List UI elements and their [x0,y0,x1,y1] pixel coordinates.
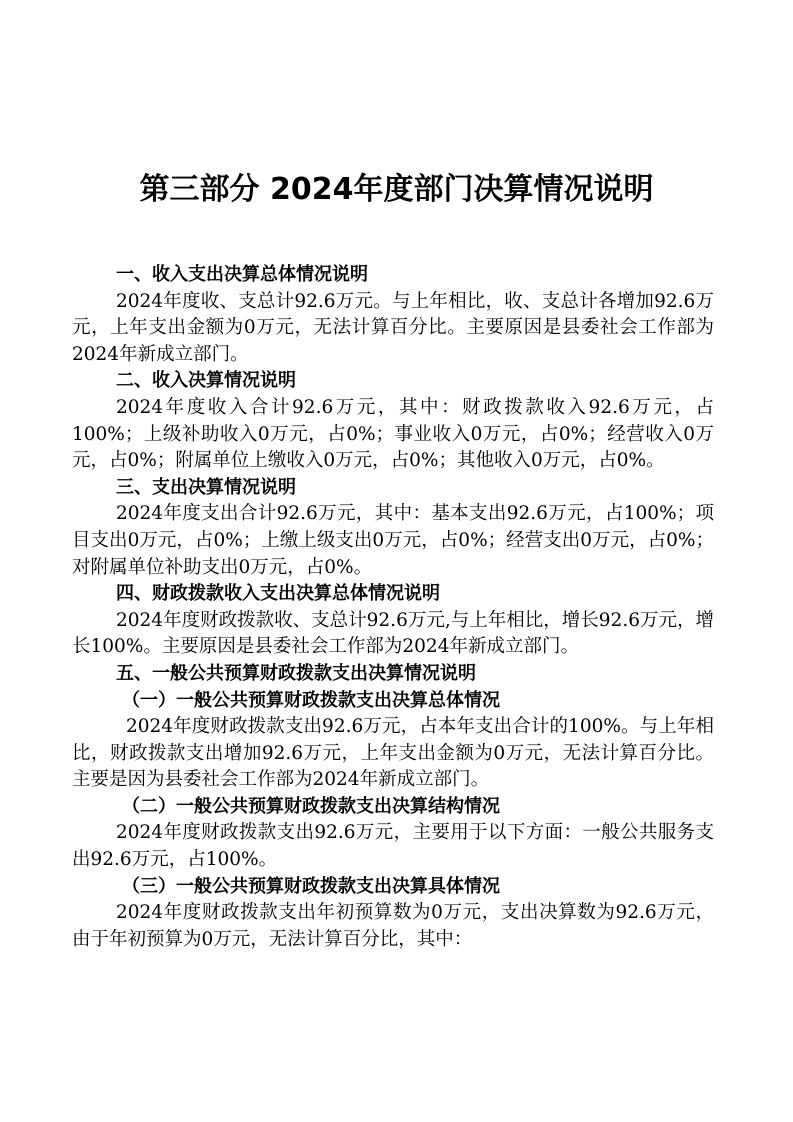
section-heading-1: 一、收入支出决算总体情况说明 [116,264,368,285]
section-heading-2: 二、收入决算情况说明 [116,370,296,392]
section-paragraph-2: 2024年度收入合计92.6万元，其中：财政拨款收入92.6万元，占100%；上级补助收入0万元，占0%；事业收入0万元，占0%；经营收入0万元，占0%；附属单位上缴收入0万元，占0%；其他收入0万元，占0%。 [72,396,714,472]
section-paragraph-4: 2024年度财政拨款收、支总计92.6万元,与上年相比，增长92.6万元，增长100%。主要原因是县委社会工作部为2024年新成立部门。 [72,609,714,658]
section-heading-4: 四、财政拨款收入支出决算总体情况说明 [116,583,440,605]
page-title: 第三部分 2024年度部门决算情况说明 [139,172,654,207]
section-heading-3: 三、支出决算情况说明 [116,476,296,498]
subsection-heading-3: （三）一般公共预算财政拨款支出决算具体情况 [122,875,500,897]
subsection-paragraph-2: 2024年度财政拨款支出92.6万元，主要用于以下方面：一般公共服务支出92.6万元，占100%。 [72,822,714,871]
section-paragraph-3: 2024年度支出合计92.6万元，其中：基本支出92.6万元，占100%；项目支出0万元，占0%；上缴上级支出0万元，占0%；经营支出0万元，占0%；对附属单位补助支出0万元，占0%。 [72,503,714,578]
subsection-paragraph-3: 2024年度财政拨款支出年初预算数为0万元，支出决算数为92.6万元，由于年初预算为0万元，无法计算百分比，其中： [72,902,714,950]
section-paragraph-1: 2024年度收、支总计92.6万元。与上年相比，收、支总计各增加92.6万元，上年支出金额为0万元，无法计算百分比。主要原因是县委社会工作部为2024年新成立部门。 [72,290,714,365]
subsection-heading-1: （一）一般公共预算财政拨款支出决算总体情况 [122,689,500,711]
document-body [72,262,714,953]
subsection-paragraph-1: 2024年度财政拨款支出92.6万元，占本年支出合计的100%。与上年相比，财政拨款支出增加92.6万元，上年支出金额为0万元，无法计算百分比。主要是因为县委社会工作部为2024年新成立部门。 [72,716,714,791]
subsection-heading-2: （二）一般公共预算财政拨款支出决算结构情况 [122,795,500,817]
section-heading-5: 五、一般公共预算财政拨款支出决算情况说明 [116,662,476,684]
